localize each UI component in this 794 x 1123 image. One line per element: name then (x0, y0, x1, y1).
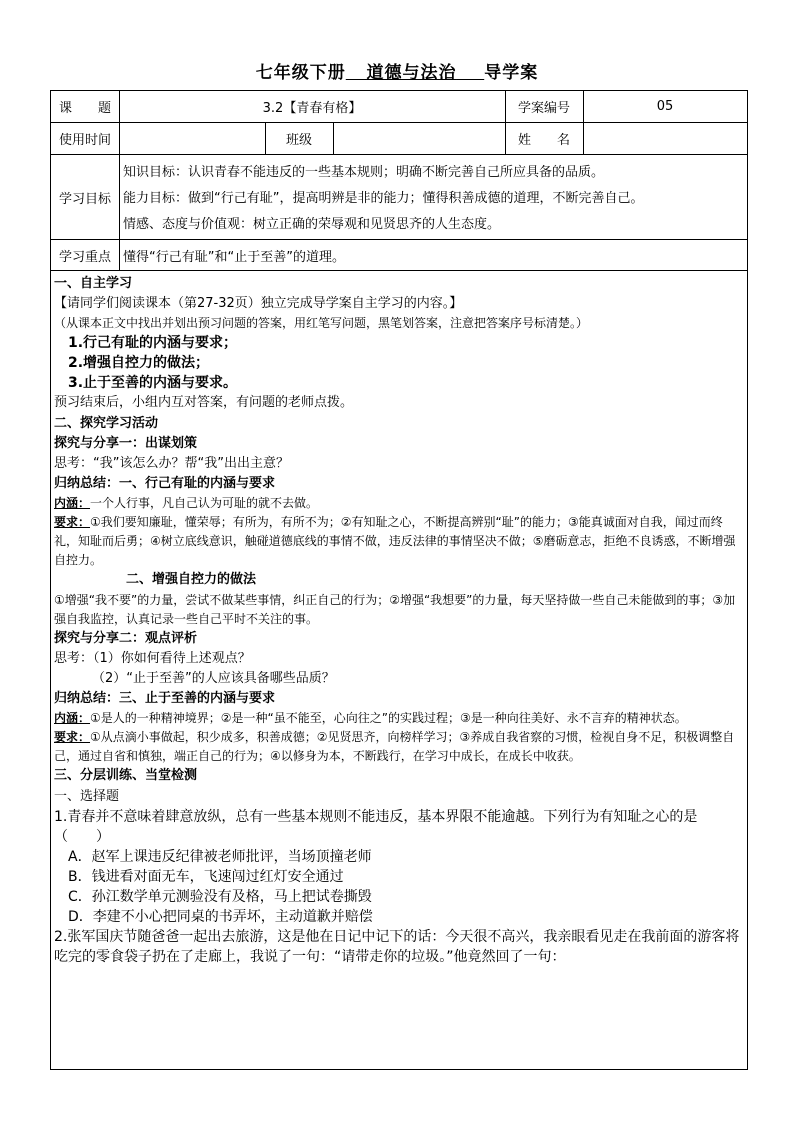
class-value[interactable] (333, 123, 505, 154)
time-label: 使用时间 (58, 133, 111, 148)
self-study-note: （从课本正文中找出并划出预习问题的答案，用红笔写问题，黑笔划答案，注意把答案序号标清楚。） (54, 316, 589, 331)
summary-1-title: 归纳总结：一、行己有耻的内涵与要求 (54, 476, 276, 492)
inquiry-1-think: 思考：“我”该怎么办？帮“我”出出主意？ (54, 456, 289, 472)
requirements-label: 要求： (54, 730, 91, 745)
topic-value: 3.2【青春有格】 (262, 101, 362, 116)
meaning-label: 内涵： (54, 711, 91, 726)
case-no-label: 学案编号 (517, 101, 570, 116)
preview-question-3: 3.止于至善的内涵与要求。 (68, 375, 238, 392)
question-1-stem: 1.青春并不意味着肆意放纵，总有一些基本规则不能违反，基本界限不能逾越。下列行为有知耻之心的是（ ） (54, 808, 698, 845)
inquiry-2-think-2: （2）“止于至善”的人应该具备哪些品质？ (92, 671, 335, 687)
summary-3-meaning (54, 709, 744, 728)
question-1-option-c: C．孙江数学单元测验没有及格，马上把试卷撕毁 (68, 888, 372, 905)
title-suffix: 导学案 (484, 63, 539, 83)
meaning-label: 内涵： (54, 496, 91, 511)
goal-attitude: 情感、态度与价值观：树立正确的荣辱观和见贤思齐的人生态度。 (123, 217, 501, 232)
section-practice: 三、分层训练、当堂检测 (54, 768, 198, 784)
requirements-text: ①从点滴小事做起，积少成多，积善成德；②见贤思齐，向榜样学习；③养成自我省察的习惯，检视自身不足，积极调整自己，通过自省和慎独，端正自己的行为；④以修身为本，不断践行，在学习中成长，在成长中收获。 (54, 730, 735, 764)
requirements-text: ①我们要知廉耻，懂荣辱；有所为，有所不为；②有知耻之心，不断提高辨别“耻”的能力；③能真诚面对自我，闻过而终礼，知耻而后勇；④树立底线意识，触碰道德底线的事情不做，违反法律的事情坚决不做；⑤磨砺意志，拒绝不良诱惑，不断增强自控力。 (54, 515, 736, 568)
time-value[interactable] (119, 123, 265, 154)
inquiry-2-think-1: 思考：（1）你如何看待上述观点？ (54, 650, 251, 666)
self-study-end: 预习结束后，小组内互对答案，有问题的老师点拨。 (54, 395, 354, 411)
case-no-value: 05 (656, 99, 674, 114)
question-2-stem: 2.张军国庆节随爸爸一起出去旅游，这是他在日记中记下的话：今天很不高兴，我亲眼看见走在我前面的游客将吃完的零食袋子扔在了走廊上，我说了一句：“请带走你的垃圾。”他竟然回了一句： (54, 928, 740, 965)
title-subject: 道德与法治 (366, 63, 457, 83)
section-inquiry: 二、探究学习活动 (54, 415, 159, 431)
multiple-choice-title: 一、选择题 (54, 788, 120, 804)
preview-question-1: 1.行己有耻的内涵与要求； (68, 335, 238, 352)
content-body (50, 270, 748, 1070)
inquiry-1-title: 探究与分享一：出谋划策 (54, 435, 198, 451)
topic-row (50, 90, 748, 123)
self-study-instruction: 【请同学们阅读课本（第27-32页）独立完成导学案自主学习的内容。】 (54, 296, 463, 312)
focus-label: 学习重点 (58, 249, 111, 265)
focus-row (50, 239, 748, 271)
question-1-option-a: A．赵军上课违反纪律被老师批评，当场顶撞老师 (68, 848, 372, 865)
meaning-text: ①是人的一种精神境界；②是一种“虽不能至，心向往之”的实践过程；③是一种向往美好、永不言弃的精神状态。 (90, 711, 687, 726)
time-row (50, 122, 748, 155)
goals-list (123, 160, 744, 238)
summary-1-meaning (54, 494, 744, 513)
summary-1-requirements (54, 513, 744, 570)
summary-2-text: ①增强“我不要”的力量，尝试不做某些事情，纠正自己的行为；②增强“我想要”的力量，每天坚持做一些自己未能做到的事；③加强自我监控，认真记录一些自己平时不关注的事。 (54, 592, 736, 626)
goals-row (50, 154, 748, 240)
inquiry-2-title: 探究与分享二：观点评析 (54, 630, 198, 646)
title-prefix: 七年级下册 (255, 63, 346, 83)
summary-3-requirements (54, 728, 744, 766)
question-1-option-d: D．李建不小心把同桌的书弄坏，主动道歉并赔偿 (68, 908, 373, 925)
question-1-option-b: B．钱进看对面无车，飞速闯过红灯安全通过 (68, 868, 344, 885)
section-self-study: 一、自主学习 (54, 276, 133, 291)
topic-label: 课 题 (58, 101, 111, 116)
goal-knowledge: 知识目标：认识青春不能违反的一些基本规则；明确不断完善自己所应具备的品质。 (123, 165, 605, 180)
focus-value: 懂得“行己有耻”和“止于至善”的道理。 (123, 249, 345, 265)
summary-3-title: 归纳总结：三、止于至善的内涵与要求 (54, 691, 276, 707)
name-value[interactable] (583, 123, 747, 154)
name-label: 姓 名 (517, 133, 570, 148)
class-label: 班级 (285, 133, 312, 148)
goals-label: 学习目标 (58, 191, 111, 207)
meaning-text: 一个人行事，凡自己认为可耻的就不去做。 (90, 496, 319, 511)
goal-ability: 能力目标：做到“行己有耻”，提高明辨是非的能力；懂得积善成德的道理，不断完善自己。 (123, 191, 644, 206)
preview-question-2: 2.增强自控力的做法； (68, 355, 210, 372)
summary-2-title: 二、增强自控力的做法 (126, 572, 257, 588)
document-title (0, 58, 794, 83)
requirements-label: 要求： (54, 515, 91, 530)
